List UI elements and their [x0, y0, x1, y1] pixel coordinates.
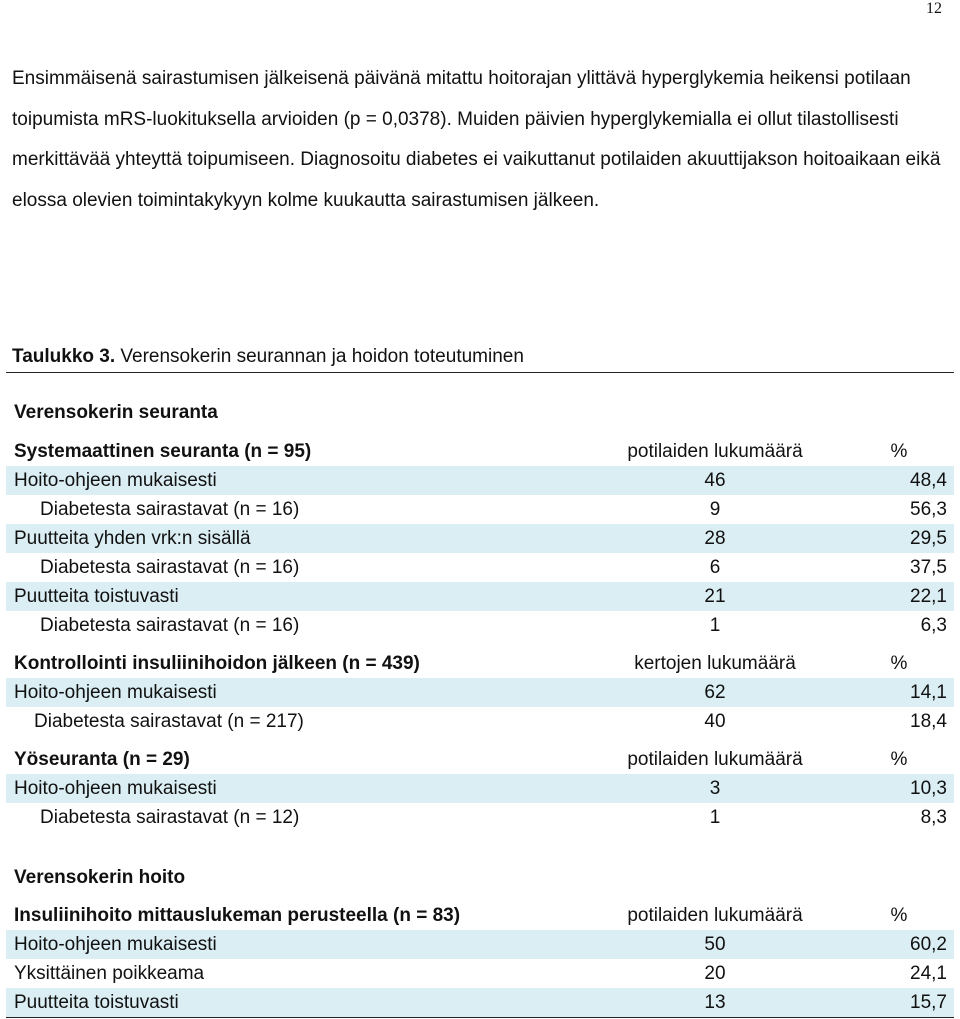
row-label: Diabetesta sairastavat (n = 12): [40, 807, 300, 828]
row-label: Hoito-ohjeen mukaisesti: [14, 778, 217, 799]
table-row: [6, 930, 954, 959]
row-percent: 56,3: [910, 499, 947, 520]
row-label: Hoito-ohjeen mukaisesti: [14, 934, 217, 955]
row-percent: 14,1: [910, 682, 947, 703]
table-row: [6, 803, 954, 832]
row-percent: 60,2: [910, 934, 947, 955]
row-count: 21: [704, 586, 726, 607]
table-row: [6, 774, 954, 803]
group-header-label: Kontrollointi insuliinihoidon jälkeen (n = 439): [14, 653, 420, 674]
section-heading-monitoring: Verensokerin seuranta: [14, 402, 218, 423]
table-row: [6, 959, 954, 988]
row-percent: 24,1: [910, 963, 947, 984]
row-percent: 6,3: [920, 615, 947, 636]
count-column-header: kertojen lukumäärä: [634, 653, 796, 674]
row-label: Diabetesta sairastavat (n = 16): [40, 615, 300, 636]
table-row: [6, 495, 954, 524]
percent-column-header: %: [890, 905, 908, 926]
row-label: Hoito-ohjeen mukaisesti: [14, 682, 217, 703]
table-caption-number: Taulukko 3.: [12, 346, 116, 367]
row-label: Diabetesta sairastavat (n = 16): [40, 499, 300, 520]
group-header-row: [6, 901, 954, 930]
count-column-header: potilaiden lukumäärä: [627, 749, 803, 770]
row-count: 1: [709, 615, 721, 636]
group-header-row: [6, 649, 954, 678]
row-count: 20: [704, 963, 726, 984]
percent-column-header: %: [890, 441, 908, 462]
row-percent: 48,4: [910, 470, 947, 491]
row-count: 13: [704, 992, 726, 1013]
table-caption: [12, 345, 524, 369]
count-column-header: potilaiden lukumäärä: [627, 905, 803, 926]
table-top-rule: [6, 372, 954, 373]
row-count: 1: [709, 807, 721, 828]
row-count: 50: [704, 934, 726, 955]
table-row: [6, 707, 954, 736]
row-label: Puutteita yhden vrk:n sisällä: [14, 528, 251, 549]
body-paragraph: Ensimmäisenä sairastumisen jälkeisenä päivänä mitattu hoitorajan ylittävä hyperglykemia heikensi potilaan toipumista mRS-luokituksella arvioiden (p = 0,0378). Muiden päivien hyperglykemialla ei ollut tilastollisesti merkittävää yhteyttä toipumiseen. Diagnosoitu diabetes ei vaikuttanut potilaiden akuuttijakson hoitoaikaan eikä elossa olevien toimintakykyyn kolme kuukautta sairastumisen jälkeen.: [12, 68, 941, 211]
row-percent: 15,7: [910, 992, 947, 1013]
row-count: 46: [704, 470, 726, 491]
table-row: [6, 582, 954, 611]
section-heading-treatment: Verensokerin hoito: [14, 867, 186, 888]
group-header-label: Insuliinihoito mittauslukeman perusteella (n = 83): [14, 905, 461, 926]
row-label: Puutteita toistuvasti: [14, 586, 179, 607]
row-count: 9: [709, 499, 721, 520]
row-percent: 22,1: [910, 586, 947, 607]
table-row: [6, 524, 954, 553]
row-count: 62: [704, 682, 726, 703]
row-count: 40: [704, 711, 726, 732]
group-header-label: Systemaattinen seuranta (n = 95): [14, 441, 312, 462]
group-header-row: [6, 745, 954, 774]
row-percent: 10,3: [910, 778, 947, 799]
row-label: Yksittäinen poikkeama: [14, 963, 205, 984]
row-percent: 29,5: [910, 528, 947, 549]
percent-column-header: %: [890, 653, 908, 674]
group-header-label: Yöseuranta (n = 29): [14, 749, 190, 770]
count-column-header: potilaiden lukumäärä: [627, 441, 803, 462]
row-count: 6: [709, 557, 721, 578]
row-count: 28: [704, 528, 726, 549]
table-row: [6, 553, 954, 582]
table-row: [6, 678, 954, 707]
row-label: Puutteita toistuvasti: [14, 992, 179, 1013]
table-bottom-rule: [6, 1017, 954, 1018]
group-header-row: [6, 437, 954, 466]
table-row: [6, 611, 954, 640]
row-label: Diabetesta sairastavat (n = 217): [34, 711, 304, 732]
row-percent: 37,5: [910, 557, 947, 578]
row-label: Hoito-ohjeen mukaisesti: [14, 470, 217, 491]
table-row: [6, 988, 954, 1017]
row-label: Diabetesta sairastavat (n = 16): [40, 557, 300, 578]
table-caption-text: Verensokerin seurannan ja hoidon toteutuminen: [115, 346, 524, 367]
row-count: 3: [709, 778, 721, 799]
row-percent: 18,4: [910, 711, 947, 732]
table-row: [6, 466, 954, 495]
row-percent: 8,3: [920, 807, 947, 828]
page-number: 12: [926, 0, 942, 17]
percent-column-header: %: [890, 749, 908, 770]
